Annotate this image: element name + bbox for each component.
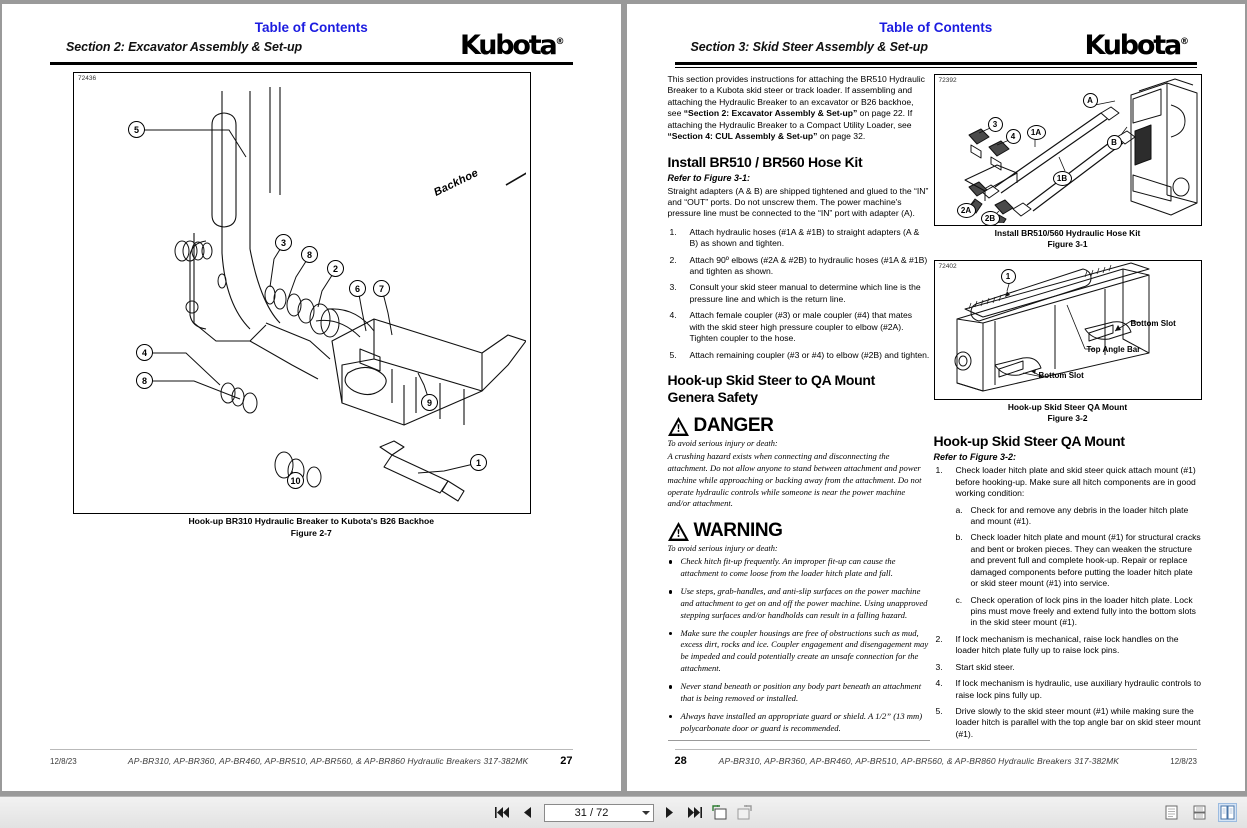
column-right	[934, 74, 1202, 748]
list-item: Consult your skid steer manual to determine which line is the pressure line and which is the return line.	[689, 282, 921, 304]
chevron-down-icon[interactable]	[639, 810, 653, 816]
intro-part1: This section provides instructions for attaching the BR510 Hydraulic Breaker to a Kubota skid steer or track loader. If assembling and attaching the Hydraulic Breaker to an excavator or B26 backhoe, see	[667, 74, 925, 119]
two-page-scroll-view-icon[interactable]	[1190, 803, 1209, 822]
intro-part2: on page 22. If attaching the Hydraulic Breaker to a Compact Utility Loader, see	[667, 108, 913, 130]
footer-page-number: 28	[674, 755, 687, 767]
callout-5: 5	[128, 121, 145, 138]
kubota-logo	[1085, 30, 1189, 61]
backhoe-direction-label: Backhoe	[432, 166, 481, 199]
list-item: Attach 90º elbows (#2A & #2B) to hydraulic hoses (#1A & #1B) and tighten as shown.	[689, 254, 928, 277]
list-item: If lock mechanism is hydraulic, use auxiliary hydraulic controls to raise lock pins fully up.	[955, 678, 1201, 700]
two-page-spread-view-icon[interactable]	[1218, 803, 1237, 822]
list-item: Start skid steer.	[955, 661, 1015, 672]
intro-paragraph	[668, 74, 930, 143]
toc-link[interactable]: Table of Contents	[879, 20, 993, 35]
footer-date: 12/8/23	[50, 757, 77, 766]
warning-subhead: To avoid serious injury or death:	[667, 544, 778, 554]
column-left	[668, 74, 930, 745]
figure-3-2-caption-line1: Hook-up Skid Steer QA Mount	[1007, 401, 1128, 412]
list-item: Check hitch fit-up frequently. An improper fit-up can cause the attachment to come loose from the loader hitch plate and fall.	[668, 556, 930, 580]
next-page-icon[interactable]	[661, 804, 679, 822]
warning-word: WARNING	[693, 520, 783, 542]
figure-2-7-leaders	[74, 73, 526, 509]
section-title: Section 3: Skid Steer Assembly & Set-up	[690, 40, 928, 54]
callout-1: 1	[1001, 269, 1016, 284]
registered-mark: ®	[1180, 37, 1189, 47]
qa-mount-steps	[934, 465, 1202, 740]
refer-figure-3-1: Refer to Figure 3-1:	[667, 172, 751, 183]
callout-8b: 8	[136, 372, 153, 389]
header-rule	[50, 62, 573, 65]
list-item: Make sure the coupler housings are free of obstructions such as mud, excess dirt, rocks and ice. Coupler engagement and disengagement may be impeded and could potentially create an unsafe connection for the attachment.	[668, 628, 930, 675]
danger-subhead: To avoid serious injury or death:	[667, 439, 778, 449]
registered-mark: ®	[555, 37, 565, 47]
list-item: Use steps, grab-handles, and anti-slip surfaces on the power machine and attachment to get on and off the power machine. Using unapproved stepping surfaces and/or handholds can result in a falling hazard.	[668, 586, 930, 622]
figure-3-1	[934, 74, 1202, 226]
callout-8a: 8	[301, 246, 318, 263]
add-page-icon[interactable]	[711, 804, 729, 822]
figure-2-7-caption-line1: Hook-up BR310 Hydraulic Breaker to Kubota's B26 Backhoe	[188, 516, 435, 526]
drawing-number: 72392	[938, 77, 957, 84]
callout-6: 6	[349, 280, 366, 297]
warning-triangle-icon	[668, 522, 689, 541]
page-header-right	[627, 4, 1246, 60]
callout-1B: 1B	[1053, 171, 1072, 186]
qa-mount-substeps	[956, 505, 1202, 629]
figure-3-1-caption-line2: Figure 3-1	[1047, 239, 1088, 250]
label-top-angle-bar: Top Angle Bar	[1086, 344, 1141, 354]
warning-bullets	[668, 556, 930, 734]
callout-3: 3	[988, 117, 1003, 132]
intro-bold1: “Section 2: Excavator Assembly & Set-up”	[683, 108, 858, 119]
list-item	[934, 465, 1202, 628]
callout-1: 1	[470, 454, 487, 471]
last-page-icon[interactable]	[686, 804, 704, 822]
kubota-logo-text: Kubota	[460, 30, 556, 61]
page-right	[627, 4, 1246, 791]
footer-center-text: AP-BR310, AP-BR360, AP-BR460, AP-BR510, AP-BR560, & AP-BR860 Hydraulic Breakers 317-382MK	[127, 756, 529, 766]
callout-3: 3	[275, 234, 292, 251]
danger-block	[668, 415, 930, 510]
label-bottom-slot-lower: Bottom Slot	[1038, 370, 1084, 380]
callout-1A: 1A	[1027, 125, 1046, 140]
page-header-left	[2, 4, 621, 60]
kubota-logo-text: Kubota	[1084, 30, 1180, 61]
callout-4: 4	[136, 344, 153, 361]
list-item: Attach remaining coupler (#3 or #4) to elbow (#2B) and tighten.	[689, 349, 930, 360]
danger-header	[668, 415, 930, 437]
label-bottom-slot-upper: Bottom Slot	[1130, 318, 1176, 328]
footer-date: 12/8/23	[1170, 757, 1197, 766]
page-footer-left	[50, 749, 573, 767]
list-item: Drive slowly to the skid steer mount (#1) while making sure the loader hitch is parallel with the top angle bar on skid steer mount (#1).	[955, 705, 1201, 739]
callout-2B: 2B	[981, 211, 1000, 226]
single-page-view-icon[interactable]	[1162, 803, 1181, 822]
warning-block	[668, 520, 930, 741]
callout-7: 7	[373, 280, 390, 297]
page-number-input[interactable]	[544, 804, 654, 822]
list-item: Attach hydraulic hoses (#1A & #1B) to straight adapters (A & B) as shown and tighten.	[689, 226, 920, 249]
footer-center-text: AP-BR310, AP-BR360, AP-BR460, AP-BR510, AP-BR560, & AP-BR860 Hydraulic Breakers 317-382MK	[718, 756, 1120, 766]
hose-kit-steps	[668, 227, 930, 361]
callout-10: 10	[287, 472, 304, 489]
list-item: If lock mechanism is mechanical, raise lock handles on the loader hitch plate fully up to raise lock pins.	[955, 633, 1179, 656]
heading-hookup-qa-mount: Hook-up Skid Steer to QA Mount	[667, 372, 875, 389]
list-item: Check loader hitch plate and mount (#1) for structural cracks and bent or broken pieces. They can weaken the structure and prevent full and complete hook-up. Repair or replace damaged components before putting the loader hitch plate or skid steer mount (#1) into service.	[970, 532, 1201, 589]
danger-text: A crushing hazard exists when connecting and disconnecting the attachment. Do not allow anyone to stand between attachment and power machine while approaching or backing away from the attachment. Do not operate hydraulic controls while someone is near the power machine and/or attachment.	[667, 451, 922, 509]
page-left	[2, 4, 621, 791]
callout-B: B	[1107, 135, 1122, 150]
header-rule-secondary	[675, 67, 1198, 68]
heading-hookup-skid-steer-qa-mount: Hook-up Skid Steer QA Mount	[933, 433, 1125, 450]
warning-header	[668, 520, 930, 542]
figure-2-7	[73, 72, 531, 514]
callout-2A: 2A	[957, 203, 976, 218]
toc-link[interactable]: Table of Contents	[254, 20, 368, 35]
refer-figure-3-2: Refer to Figure 3-2:	[933, 452, 1017, 463]
section-divider	[668, 740, 930, 741]
figure-3-1-illustration	[935, 75, 1201, 223]
two-column-body	[627, 74, 1246, 745]
drawing-number: 72436	[78, 75, 97, 82]
callout-A: A	[1083, 93, 1098, 108]
figure-3-1-caption	[934, 228, 1202, 251]
figure-3-1-caption-line1: Install BR510/560 Hydraulic Hose Kit	[994, 228, 1141, 238]
callout-4: 4	[1006, 129, 1021, 144]
intro-part3: on page 32.	[817, 131, 866, 142]
first-page-icon[interactable]	[494, 804, 512, 822]
remove-page-icon[interactable]	[736, 804, 754, 822]
list-item: Always have installed an appropriate guard or shield. A 1/2” (13 mm) polycarbonate door or guard is recommended.	[668, 711, 930, 735]
footer-page-number: 27	[560, 755, 573, 767]
list-item: Never stand beneath or position any body part beneath an attachment that is being removed or installed.	[668, 681, 930, 705]
step-1-text: Check loader hitch plate and skid steer quick attach mount (#1) before hooking-up. Make sure all hitch components are in good working condition:	[955, 465, 1196, 499]
toolbar-view-modes	[1162, 803, 1237, 822]
list-item: Attach female coupler (#3) or male coupler (#4) that mates with the skid steer high pressure coupler to elbow (#2A). Tighten coupler to the hose.	[689, 310, 913, 344]
hose-kit-paragraph: Straight adapters (A & B) are shipped tightened and glued to the “IN” and “OUT” ports. Do not unscrew them. The power machine's pressure line must be connected to the “IN” port with adapter (A).	[667, 185, 929, 219]
drawing-number: 72402	[938, 262, 957, 270]
callout-2: 2	[327, 260, 344, 277]
warning-triangle-icon	[668, 417, 689, 436]
page-footer-right	[675, 749, 1198, 767]
page-number-value[interactable]: 31 / 72	[574, 806, 609, 819]
header-rule	[675, 62, 1198, 65]
viewer-toolbar	[0, 796, 1247, 828]
heading-general-safety: Genera Safety	[667, 389, 758, 406]
figure-3-2-caption-line2: Figure 3-2	[1047, 413, 1088, 424]
figure-2-7-caption	[50, 516, 573, 539]
figure-2-7-caption-line2: Figure 2-7	[290, 527, 332, 538]
figure-3-2	[934, 260, 1202, 400]
previous-page-icon[interactable]	[519, 804, 537, 822]
danger-word: DANGER	[693, 415, 774, 437]
list-item: Check for and remove any debris in the loader hitch plate and mount (#1).	[970, 504, 1189, 527]
toolbar-navigation	[0, 804, 1247, 822]
list-item: Check operation of lock pins in the loader hitch plate. Lock pins must move freely and extend fully into the bottom slots in the skid steer mount (#1).	[970, 594, 1196, 628]
kubota-logo	[460, 30, 564, 61]
intro-bold2: “Section 4: CUL Assembly & Set-up”	[667, 131, 818, 142]
heading-install-hose-kit: Install BR510 / BR560 Hose Kit	[667, 153, 863, 170]
section-title: Section 2: Excavator Assembly & Set-up	[66, 40, 303, 54]
figure-3-2-caption	[934, 402, 1202, 425]
callout-9: 9	[421, 394, 438, 411]
